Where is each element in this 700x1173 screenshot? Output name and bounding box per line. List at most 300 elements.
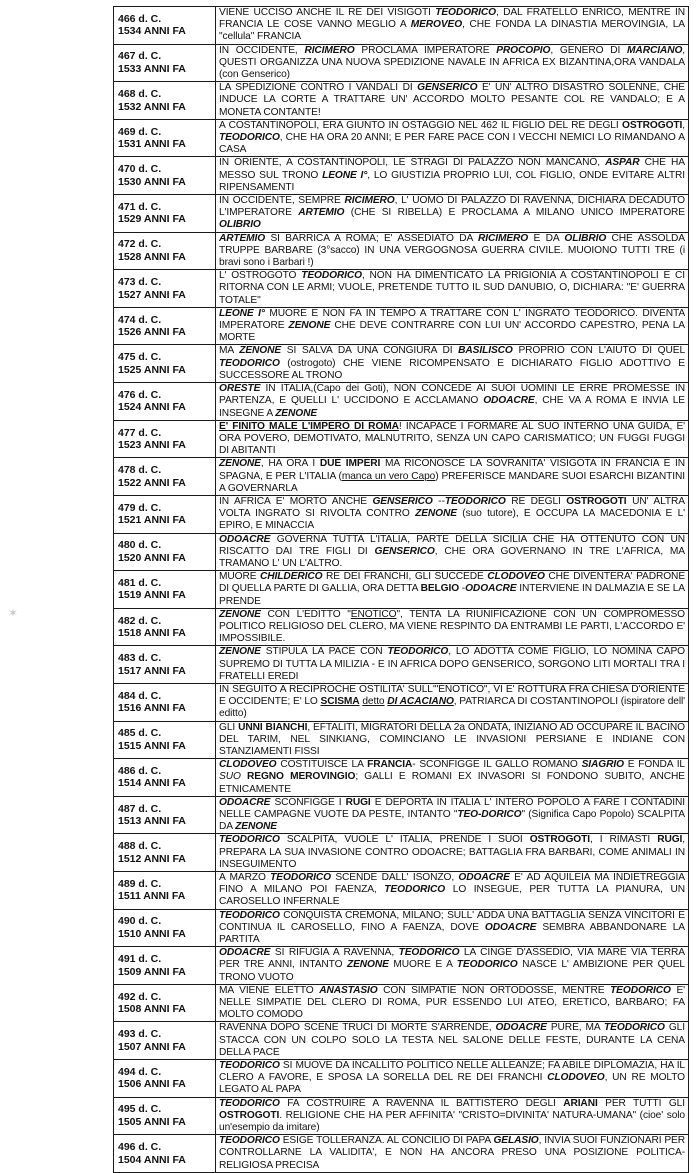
highlighted-text: LEONE I° <box>219 307 265 319</box>
years-ago-label: 1528 ANNI FA <box>118 250 186 263</box>
date-cell <box>114 646 216 684</box>
text-run: , LA "cellula" FRANCIA <box>219 19 685 43</box>
date-cell <box>114 1097 216 1135</box>
date-cell <box>114 1060 216 1098</box>
text-run: SEMBRA ABBANDONARE LA PARTITA <box>219 921 685 946</box>
text-run: - SCONFIGGE IL GALLO ROMANO <box>412 759 582 771</box>
chronology-row <box>114 7 689 45</box>
years-ago-label: 1508 ANNI FA <box>118 1003 186 1016</box>
event-description <box>216 759 689 797</box>
chronology-row <box>114 909 689 947</box>
text-run: , LO GIUSTIZIA PROPRIO LUI, COL FIGLIO, ONDE EVITARE ALTRI RIPENSAMENTI <box>219 169 686 193</box>
year-label: 480 d. C. <box>118 539 162 552</box>
years-ago-label: 1516 ANNI FA <box>118 702 186 715</box>
text-run: ; GALLI E ROMANI EX INVASORI SI FONDONO SUBITO, ANCHE ETNICAMENTE <box>219 771 686 795</box>
highlighted-text: ARIANI <box>563 1097 598 1109</box>
text-run: A MARZO <box>219 872 271 884</box>
highlighted-text: DI ACACIANO <box>387 696 454 708</box>
highlighted-text: GENSERICO <box>374 545 435 557</box>
date-cell <box>114 44 216 82</box>
event-description <box>216 721 689 759</box>
highlighted-text: TEODORICO <box>435 7 496 18</box>
highlighted-text: ODOACRE <box>483 395 535 407</box>
highlighted-text: RICIMERO <box>304 44 355 56</box>
text-run: (suo tutore), E OCCUPA LA MACEDONIA E L' EPIRO, E MINACCIA <box>219 508 686 532</box>
event-description <box>216 7 689 45</box>
highlighted-text: TEODORICO <box>456 959 518 971</box>
chronology-row <box>114 759 689 797</box>
chronology-row <box>114 796 689 834</box>
text-run: GLI <box>219 721 239 733</box>
chronology-row <box>114 458 689 496</box>
highlighted-text: TEODORICO <box>604 1022 665 1034</box>
highlighted-text: ORESTE <box>219 383 261 395</box>
year-label: 482 d. C. <box>118 614 162 627</box>
text-run: -- <box>432 495 445 507</box>
event-description <box>216 157 689 195</box>
text-run: IN OCCIDENTE, <box>219 44 305 56</box>
highlighted-text: CLODOVEO <box>487 571 545 583</box>
highlighted-text: TEODORICO <box>398 947 460 959</box>
chronology-row <box>114 608 689 646</box>
years-ago-label: 1520 ANNI FA <box>118 551 186 564</box>
highlighted-text: TEODORICO <box>270 872 331 884</box>
highlighted-text: OLIBRIO <box>564 232 607 244</box>
text-run: UN' ALTRA VOLTA INGRATO SI RIVOLTA CONTRO <box>219 495 685 520</box>
date-cell <box>114 195 216 233</box>
years-ago-label: 1525 ANNI FA <box>118 363 186 376</box>
highlighted-text: CLODOVEO <box>547 1072 605 1084</box>
highlighted-text: LEONE I° <box>322 169 368 181</box>
date-cell <box>114 834 216 872</box>
text-run: ", TENTA LA RIUNIFICAZIONE CON UN COMPROMESSO POLITICO RELIGIOSO DEL CLERO, MA VIENE RESPINTO DA ENTRAMBI LE PARTI, L'ACCORDO E' IMPOSSIBILE. <box>219 608 685 645</box>
text-run: LA CINGE D'ASSEDIO, VIA MARE VIA TERRA PER TRE ANNI, INTANTO <box>219 947 685 971</box>
text-run: E FONDA IL <box>623 759 685 771</box>
year-label: 485 d. C. <box>118 727 162 740</box>
chronology-row <box>114 157 689 195</box>
year-label: 477 d. C. <box>118 426 162 439</box>
event-description <box>216 495 689 533</box>
highlighted-text: GENSERICO <box>417 82 478 94</box>
highlighted-text: ODOACRE <box>458 872 510 884</box>
year-label: 495 d. C. <box>118 1103 162 1116</box>
years-ago-label: 1527 ANNI FA <box>118 288 186 301</box>
text-run: MA <box>219 345 240 357</box>
highlighted-text: OSTROGOTI <box>622 119 683 131</box>
text-run: , PATRIARCA DI COSTANTINOPOLI (ispiratore dell' editto) <box>219 696 686 720</box>
date-cell <box>114 270 216 308</box>
highlighted-text: ODOACRE <box>465 583 517 595</box>
text-run: CHE DEVE CONTRARRE CON LUI UN' ACCORDO CAPESTRO, PENA LA MORTE <box>219 320 685 344</box>
text-run: IN ITALIA,(Capo dei Goti), NON CONCEDE AI SUOI UOMINI LE ERRE PROMESSE IN PARTENZA, E QUELLI L' UCCIDONO E ACCLAMANO <box>219 383 685 407</box>
chronology-row <box>114 834 689 872</box>
highlighted-text: RICIMERO <box>344 195 395 207</box>
text-run: RAVENNA DOPO SCENE TRUCI DI MORTE S'ARRENDE, <box>219 1022 496 1034</box>
text-run: LO INSEGUE, PER TUTTA LA PIANURA, UN CAROSELLO INFERNALE <box>219 884 686 908</box>
text-run: GOVERNA TUTTA L'ITALIA, PARTE DELLA SICILIA CHE HA OTTENUTO CON UN RISCATTO DAI TRE FIGLI DI <box>219 533 685 557</box>
event-description <box>216 571 689 609</box>
highlighted-text: ODOACRE <box>484 921 537 933</box>
event-description <box>216 1060 689 1098</box>
highlighted-text: E' FINITO MALE L'IMPERO DI ROMA <box>219 420 399 432</box>
text-run: RE DEGLI <box>505 495 567 507</box>
highlighted-text: TEODORICO <box>219 1097 280 1109</box>
text-run: E' UN' ALTRO DISASTRO SOLENNE, CHE INDUCE LA CORTE A TRATTARE UN' ACCORDO MOLTO PESANTE COL RE VANDALO; E A MONETA CONTANTE! <box>219 82 685 118</box>
years-ago-label: 1514 ANNI FA <box>118 777 186 790</box>
event-description <box>216 796 689 834</box>
years-ago-label: 1534 ANNI FA <box>118 25 186 38</box>
text-run: IN AFRICA E' MORTO ANCHE <box>219 495 373 507</box>
years-ago-label: 1517 ANNI FA <box>118 664 186 677</box>
highlighted-text: ZENONE <box>346 959 389 971</box>
year-label: 493 d. C. <box>118 1028 162 1041</box>
years-ago-label: 1515 ANNI FA <box>118 739 186 752</box>
text-run: SI RIFUGIA A RAVENNA, <box>270 947 399 959</box>
year-label: 491 d. C. <box>118 953 162 966</box>
text-run: , NON HA DIMENTICATO LA PRIGIONIA A COSTANTINOPOLI E CI RITORNA CON LE ARMI; VUOLE, PRETENDE TUTTO IL SUD DANUBIO, O, DICHIARA: "E' GUERRA TOTALE" <box>219 270 685 306</box>
years-ago-label: 1507 ANNI FA <box>118 1040 186 1053</box>
text-run: IN OCCIDENTE, SEMPRE <box>219 195 345 207</box>
text-run: , GENERO DI <box>550 44 628 56</box>
year-label: 492 d. C. <box>118 990 162 1003</box>
highlighted-text: ANASTASIO <box>319 984 378 996</box>
text-run: - <box>459 583 466 595</box>
text-run: ESIGE TOLLERANZA. AL CONCILIO DI PAPA <box>279 1135 494 1147</box>
year-label: 484 d. C. <box>118 689 162 702</box>
text-run: CHE ASSOLDA TRUPPE BARBARE (3°sacco) IN UNA VERGOGNOSA GUERRA CIVILE. MUOIONO TUTTI TRE (i bravi sono i Barbari !) <box>219 232 685 269</box>
chronology-row <box>114 420 689 458</box>
event-description <box>216 683 689 721</box>
highlighted-text: OSTROGOTI <box>566 495 627 507</box>
date-cell <box>114 872 216 910</box>
event-description <box>216 383 689 421</box>
highlighted-text: ODOACRE <box>219 947 271 959</box>
year-label: 469 d. C. <box>118 125 162 138</box>
highlighted-text: SUO <box>219 771 241 783</box>
event-description <box>216 82 689 120</box>
chronology-row <box>114 345 689 383</box>
years-ago-label: 1521 ANNI FA <box>118 514 186 527</box>
text-run: , CHE <box>462 19 496 31</box>
text-run: , EFTALITI, MIGRATORI DELLA 2a ONDATA, INIZIANO AD OCCUPARE IL BACINO DEL TARIM, NEL SINKIANG, COMINCIANO LE INVASIONI PERSIANE E INDIANE CON STANZIAMENTI FISSI <box>219 721 686 757</box>
years-ago-label: 1513 ANNI FA <box>118 815 186 828</box>
date-cell <box>114 82 216 120</box>
years-ago-label: 1509 ANNI FA <box>118 965 186 978</box>
text-run: L' OSTROGOTO <box>219 270 302 282</box>
text-run: E' AD AQUILEIA MA INDIETREGGIA FINO A MILANO POI FAENZA, <box>219 872 685 896</box>
chronology-rows <box>114 7 689 1173</box>
chronology-row <box>114 1135 689 1173</box>
year-label: 479 d. C. <box>118 501 162 514</box>
text-run: RE DEI FRANCHI, GLI SUCCEDE <box>322 571 488 583</box>
chronology-sheet <box>113 6 689 1173</box>
text-run: , HA ORA I <box>260 458 320 470</box>
chronology-row <box>114 533 689 571</box>
text-run: (CHE SI RIBELLA) E PROCLAMA A MILANO UNICO IMPERATORE <box>344 207 685 219</box>
year-label: 486 d. C. <box>118 764 162 777</box>
highlighted-text: RICIMERO <box>477 232 529 244</box>
chronology-row <box>114 307 689 345</box>
chronology-row <box>114 1060 689 1098</box>
year-label: 467 d. C. <box>118 50 162 63</box>
highlighted-text: TEODORICO <box>444 495 506 507</box>
highlighted-text: BELGIO <box>420 583 460 595</box>
highlighted-text: TEODORICO <box>219 1135 280 1147</box>
text-run: FONDA LA DINASTIA MEROVINGIA <box>495 19 666 31</box>
highlighted-text: ODOACRE <box>219 533 271 545</box>
highlighted-text: DUE IMPERI <box>319 458 381 470</box>
highlighted-text: ZENONE <box>288 320 331 332</box>
chronology-row <box>114 495 689 533</box>
date-cell <box>114 759 216 797</box>
year-label: 490 d. C. <box>118 915 162 928</box>
highlighted-text: MEROVEO <box>410 19 463 31</box>
year-label: 488 d. C. <box>118 840 162 853</box>
highlighted-text: ZENONE <box>275 407 318 419</box>
year-label: 472 d. C. <box>118 238 162 251</box>
date-cell <box>114 909 216 947</box>
date-cell <box>114 608 216 646</box>
text-run: , PREPARA LA SUA INVASIONE CONTRO ODOACRE; BATTAGLIA FRA BARBARI, COME ANIMALI IN INSEGUIMENTO <box>219 834 686 870</box>
date-cell <box>114 721 216 759</box>
year-label: 487 d. C. <box>118 802 162 815</box>
highlighted-text: RUGI <box>345 796 371 808</box>
chronology-row <box>114 195 689 233</box>
text-run: STIPULA LA PACE CON <box>260 646 388 658</box>
text-run: GLI STACCA CON UN COLPO SOLO LA TESTA NEL SALONE DELLE FESTE, DURANTE LA CENA DELLA PACE <box>219 1022 685 1058</box>
text-run: PURE, MA <box>546 1022 605 1034</box>
highlighted-text: CHILDERICO <box>260 571 323 583</box>
event-description <box>216 119 689 157</box>
text-run: , CHE HA ORA 20 ANNI; E PER FARE PACE CON I VECCHI NEMICI LO RIMANDANO A CASA <box>219 132 685 156</box>
years-ago-label: 1530 ANNI FA <box>118 175 186 188</box>
highlighted-text: RUGI <box>657 834 683 846</box>
date-cell <box>114 7 216 45</box>
text-run: , CHE VA A ROMA E INVIA LE INSEGNE A <box>219 395 685 419</box>
highlighted-text: TEODORICO <box>219 357 280 369</box>
date-cell <box>114 571 216 609</box>
text-run: CON L'EDITTO " <box>260 608 351 620</box>
year-label: 466 d. C. <box>118 12 162 25</box>
chronology-row <box>114 984 689 1022</box>
highlighted-text: OLIBRIO <box>219 219 261 231</box>
event-description <box>216 646 689 684</box>
text-run: E DA <box>528 232 565 244</box>
highlighted-text: TEODORICO <box>219 834 280 846</box>
years-ago-label: 1519 ANNI FA <box>118 589 186 602</box>
chronology-row <box>114 82 689 120</box>
event-description <box>216 872 689 910</box>
chronology-row <box>114 1097 689 1135</box>
text-run: COSTITUISCE LA <box>276 759 368 771</box>
event-description <box>216 947 689 985</box>
event-description <box>216 984 689 1022</box>
text-run: E' NELLE SIMPATIE DEL CLERO DI ROMA, PUR ESSENDO LUI ATEO, ERETICO, BARBARO; FA MOLTO COMODO <box>219 984 685 1021</box>
text-run: , I RIMASTI <box>589 834 658 846</box>
years-ago-label: 1522 ANNI FA <box>118 476 186 489</box>
years-ago-label: 1506 ANNI FA <box>118 1078 186 1091</box>
text-run: IN SEGUITO A RECIPROCHE OSTILITA' SULL'"ENOTICO", VI E' ROTTURA FRA CHIESA D'ORIENTE E OCCIDENTE; E' LO <box>219 683 685 708</box>
years-ago-label: 1531 ANNI FA <box>118 138 186 151</box>
highlighted-text: manca un vero Capo <box>341 470 436 482</box>
text-run: , L' UOMO DI PALAZZO DI RAVENNA, DICHIARA DECADUTO L'IMPERATORE <box>219 195 685 219</box>
event-description <box>216 1135 689 1173</box>
text-run: . RELIGIONE CHE HA PER AFFINITA' "CRISTO=DIVINITA' NATURA-UMANA" (cioe' solo un'esempio da imitare) <box>219 1109 685 1134</box>
date-cell <box>114 119 216 157</box>
years-ago-label: 1524 ANNI FA <box>118 401 186 414</box>
margin-mark: ✶ <box>8 606 19 620</box>
text-run: ) PREFERISCE MANDARE SUOI ESARCHI BIZANTINI A GOVERNARLA <box>219 470 685 494</box>
chronology-row <box>114 119 689 157</box>
event-description <box>216 458 689 496</box>
chronology-row <box>114 1022 689 1060</box>
highlighted-text: ODOACRE <box>219 796 271 808</box>
chronology-row <box>114 383 689 421</box>
text-run: MUORE E NON FA IN TEMPO A TRATTARE CON L' INGRATO TEODORICO. DIVENTA IMPERATORE <box>219 307 686 332</box>
years-ago-label: 1523 ANNI FA <box>118 439 186 451</box>
years-ago-label: 1512 ANNI FA <box>118 852 186 865</box>
year-label: 494 d. C. <box>118 1065 162 1078</box>
text-run: , UN RE MOLTO LEGATO AL PAPA <box>219 1072 685 1096</box>
highlighted-text: ODOACRE <box>495 1022 547 1034</box>
event-description <box>216 232 689 270</box>
highlighted-text: UNNI BIANCHI <box>238 721 308 733</box>
chronology-row <box>114 232 689 270</box>
text-run: SI SALVA DA UNA CONGIURA DI <box>281 345 459 357</box>
event-description <box>216 195 689 233</box>
highlighted-text: ZENONE <box>235 821 277 833</box>
date-cell <box>114 345 216 383</box>
text-run: , QUESTI ORGANIZZA UNA NUOVA SPEDIZIONE NAVALE IN AFRICA EX BIZANTINA,ORA VANDALA (con Genserico) <box>219 44 686 81</box>
highlighted-text: ENOTICO <box>350 608 397 620</box>
text-run: IN ORIENTE, A COSTANTINOPOLI, LE STRAGI DI PALAZZO NON MANCANO, <box>219 157 606 169</box>
event-description <box>216 345 689 383</box>
highlighted-text: BASILISCO <box>458 345 513 357</box>
text-run: MUORE <box>219 571 261 583</box>
year-label: 473 d. C. <box>118 276 162 289</box>
year-label: 476 d. C. <box>118 388 162 401</box>
text-run: (ostrogoto) CHE VIENE RICOMPENSATO E DICHIARATO FIGLIO ADOTTIVO E SUCCESSORE AL TRONO <box>219 357 685 381</box>
years-ago-label: 1518 ANNI FA <box>118 627 186 640</box>
year-label: 483 d. C. <box>118 652 162 665</box>
text-run: PER TUTTI GLI <box>597 1097 685 1109</box>
text-run: FA COSTRUIRE A RAVENNA IL BATTISTERO DEGLI <box>279 1097 564 1109</box>
date-cell <box>114 1135 216 1173</box>
highlighted-text: ZENONE <box>219 646 261 658</box>
chronology-row <box>114 646 689 684</box>
date-cell <box>114 232 216 270</box>
years-ago-label: 1533 ANNI FA <box>118 62 186 75</box>
text-run: , LO ADOTTA COME FIGLIO, LO NOMINA CAPO SUPREMO DI TUTTA LA MILIZIA - E IN AFRICA DOPO GENSERICO, SORGONO LITI MORTALI TRA I FRATELLI EREDI <box>219 646 685 682</box>
highlighted-text: GENSERICO <box>372 495 433 507</box>
text-run: A COSTANTINOPOLI, ERA GIUNTO IN OSTAGGIO NEL 462 IL FIGLIO DEL RE DEGLI <box>219 119 623 131</box>
chronology-row <box>114 721 689 759</box>
highlighted-text: detto <box>362 696 385 708</box>
chronology-row <box>114 872 689 910</box>
date-cell <box>114 383 216 421</box>
date-cell <box>114 157 216 195</box>
highlighted-text: SCISMA <box>320 696 360 708</box>
event-description <box>216 307 689 345</box>
years-ago-label: 1511 ANNI FA <box>118 890 186 903</box>
highlighted-text: TEODORICO <box>610 984 671 996</box>
event-description <box>216 909 689 947</box>
text-run: SI BARRICA A ROMA; E' ASSEDIATO DA <box>265 232 478 244</box>
years-ago-label: 1532 ANNI FA <box>118 100 186 113</box>
text-run: , INVIA SUOI FUNZIONARI PER CONTROLLARNE LA VALIDITA', E NON HA ANCORA PRESO UNA POSIZIONE POLITICA-RELIGIOSA PRECISA <box>219 1135 685 1171</box>
text-run: PROCLAMA IMPERATORE <box>354 44 497 56</box>
text-run: CON SIMPATIE NON ORTODOSSE, MENTRE <box>377 984 611 996</box>
text-run: " (Significa Capo Popolo) SCALPITA DA <box>219 809 685 833</box>
text-run: PROPRIO CON L'AIUTO DI QUEL <box>512 345 686 357</box>
year-label: 470 d. C. <box>118 163 162 176</box>
highlighted-text: MARCIANO <box>627 44 683 56</box>
years-ago-label: 1504 ANNI FA <box>118 1153 186 1166</box>
event-description <box>216 608 689 646</box>
highlighted-text: ZENONE <box>219 608 261 620</box>
year-label: 468 d. C. <box>118 88 162 101</box>
text-run: SCALPITA, VUOLE L' ITALIA, PRENDE I SUOI <box>279 834 530 846</box>
chronology-row <box>114 44 689 82</box>
highlighted-text: ASPAR <box>605 157 640 169</box>
text-run: , <box>682 119 685 131</box>
text-run: SI MUOVE DA INCALLITO POLITICO NELLE ALLEANZE; FA ABILE DIPLOMAZIA, HA IL CLERO A FAVORE, E SPOSA LA SORELLA DEL RE DEI FRANCHI <box>219 1060 685 1084</box>
text-run: ! INCAPACE I FORMARE AL SUO INTERNO UNA GUIDA, E' ORA POVERO, DEMOTIVATO, MALNUTRITO, SENZA UN CAPO CARISMATICO; UN FUGGI FUGGI DI ABITANTI <box>219 420 686 457</box>
date-cell <box>114 984 216 1022</box>
chronology-row <box>114 571 689 609</box>
year-label: 475 d. C. <box>118 351 162 364</box>
highlighted-text: ZENONE <box>415 508 457 520</box>
highlighted-text: REGNO MEROVINGIO <box>247 771 356 783</box>
highlighted-text: FRANCIA <box>367 759 413 771</box>
years-ago-label: 1529 ANNI FA <box>118 213 186 226</box>
highlighted-text: TEODORICO <box>219 909 280 921</box>
text-run: SCENDE DALL' ISONZO, <box>330 872 459 884</box>
event-description <box>216 420 689 458</box>
years-ago-label: 1526 ANNI FA <box>118 326 186 339</box>
highlighted-text: ARTEMIO <box>219 232 266 244</box>
date-cell <box>114 947 216 985</box>
date-cell <box>114 420 216 458</box>
highlighted-text: OSTROGOTI <box>219 1109 280 1121</box>
highlighted-text: TEO-DORICO <box>457 809 522 820</box>
event-description <box>216 270 689 308</box>
text-run: MUORE E A <box>388 959 457 971</box>
event-description <box>216 1097 689 1135</box>
text-run: MA RICONOSCE LA SOVRANITA' VISIGOTA IN FRANCIA E IN SPAGNA, E PER L'ITALIA ( <box>219 458 685 482</box>
highlighted-text: ARTEMIO <box>298 207 345 219</box>
text-run: CONQUISTA CREMONA, MILANO; SULL' ADDA UNA BATTAGLIA SENZA VINCITORI E CONTINUA IL CAROSELLO, FINO A FAENZA, DOVE <box>219 909 685 933</box>
event-description <box>216 834 689 872</box>
text-run: INTERVIENE IN DALMAZIA E SE LA PRENDE <box>219 583 685 607</box>
years-ago-label: 1510 ANNI FA <box>118 927 186 940</box>
highlighted-text: TEODORICO <box>387 646 449 658</box>
highlighted-text: TEODORICO <box>384 884 446 896</box>
event-description <box>216 1022 689 1060</box>
date-cell <box>114 458 216 496</box>
highlighted-text: SIAGRIO <box>581 759 624 771</box>
highlighted-text: TEODORICO <box>219 1060 280 1072</box>
event-description <box>216 533 689 571</box>
highlighted-text: PROCOPIO <box>496 44 551 56</box>
text-run: SCONFIGGE I <box>270 796 346 808</box>
highlighted-text: OSTROGOTI <box>529 834 590 846</box>
text-run: CHE DIVENTERA' PADRONE DI QUELLA PARTE DI GALLIA, ORA DETTA <box>219 571 686 595</box>
years-ago-label: 1505 ANNI FA <box>118 1115 186 1128</box>
date-cell <box>114 495 216 533</box>
text-run: , DAL FRATELLO ENRICO, MENTRE IN FRANCIA LE COSE VANNO MEGLIO A <box>219 7 685 31</box>
year-label: 478 d. C. <box>118 464 162 477</box>
